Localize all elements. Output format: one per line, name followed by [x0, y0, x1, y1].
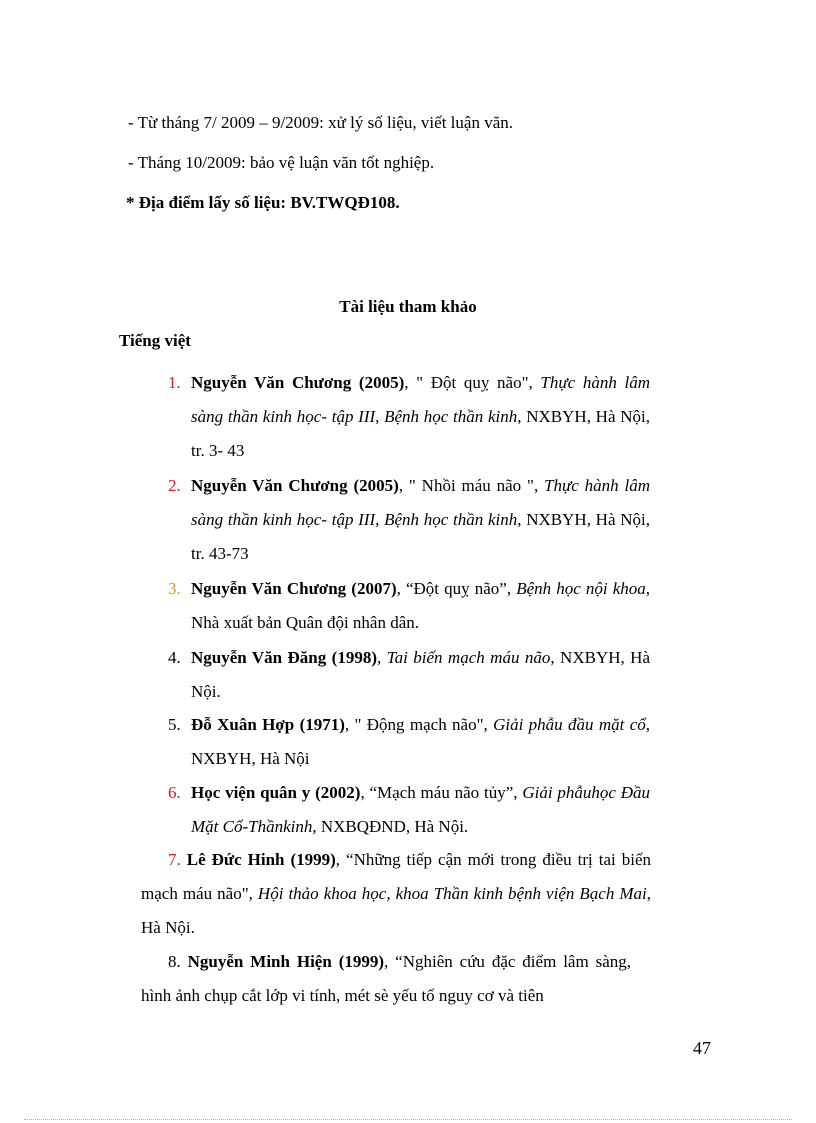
reference-publisher: , Nhà xuất bản Quân đội nhân dân. [191, 579, 651, 632]
reference-number: 6. [168, 783, 181, 802]
reference-number: 3. [168, 579, 181, 598]
reference-source: Giải phẫuhọc Đầu Mặt Cổ-Thầnkinh, [191, 783, 650, 836]
reference-source: Bệnh học nội khoa [516, 579, 646, 598]
reference-number: 5. [168, 715, 181, 734]
reference-text: , " Động mạch não", [344, 715, 494, 734]
reference-source: Hội thảo khoa học, khoa Thần kinh bệnh viện Bạch Mai [257, 884, 647, 903]
reference-author: Nguyễn Văn Đăng (1998) [191, 648, 377, 667]
reference-publisher: NXBQĐND, Hà Nội. [316, 817, 469, 836]
reference-author: Nguyễn Văn Chương (2005) [191, 373, 405, 392]
reference-item [168, 641, 650, 709]
reference-author: Nguyễn Minh Hiện (1999) [187, 952, 385, 971]
reference-text: , " Đột quỵ não", [404, 373, 541, 392]
reference-author: Học viện quân y (2002) [191, 783, 361, 802]
reference-text: , “Mạch máu não tủy”, [360, 783, 523, 802]
reference-item [168, 708, 650, 776]
reference-number: 2. [168, 476, 181, 495]
reference-text: , “Đột quỵ não”, [396, 579, 517, 598]
reference-publisher: , NXBYH, Hà Nội, tr. 3- 43 [191, 407, 650, 460]
reference-source: Giải phẫu đầu mặt cổ [493, 715, 646, 734]
reference-number: 7. [168, 850, 181, 869]
reference-author: Đỗ Xuân Hợp (1971) [191, 715, 345, 734]
reference-source: Tai biến mạch máu não [386, 648, 551, 667]
reference-item [168, 366, 650, 468]
reference-number: 8. [168, 952, 181, 971]
reference-item [168, 776, 650, 844]
reference-publisher: , NXBYH, Hà Nội. [191, 648, 650, 701]
reference-text: , “Những tiếp cận mới trong điều trị tai biến mạch máu não", [141, 850, 652, 903]
reference-number: 1. [168, 373, 181, 392]
reference-item [168, 469, 650, 571]
data-location: * Địa điểm lấy số liệu: BV.TWQĐ108. [126, 193, 400, 212]
reference-publisher: , NXBYH, Hà Nội, tr. 43-73 [191, 510, 650, 563]
reference-author: Lê Đức Hinh (1999) [186, 850, 336, 869]
reference-item [141, 945, 631, 1013]
reference-text: , " Nhồi máu não ", [398, 476, 545, 495]
reference-publisher: , Hà Nội. [141, 884, 651, 937]
reference-source: Thực hành lâm sàng thần kinh học- tập III, Bệnh học thần kinh [191, 476, 650, 529]
reference-author: Nguyễn Văn Chương (2007) [191, 579, 397, 598]
reference-text: , “Nghiên cứu đặc điểm lâm sàng, hình ảnh chụp cắt lớp vi tính, mét sè yếu tố nguy cơ và tiên [141, 952, 631, 1005]
page-bottom-border [24, 1119, 792, 1120]
reference-text: , [377, 648, 387, 667]
schedule-line-2: - Tháng 10/2009: bảo vệ luận văn tốt nghiệp. [128, 153, 435, 172]
section-title: Tiếng việt [119, 331, 191, 350]
references-title: Tài liệu tham khảo [339, 297, 477, 316]
schedule-line-1: - Từ tháng 7/ 2009 – 9/2009: xử lý số liệu, viết luận văn. [128, 113, 513, 132]
reference-publisher: , NXBYH, Hà Nội [191, 715, 650, 768]
reference-source: Thực hành lâm sàng thần kinh học- tập III, Bệnh học thần kinh [191, 373, 650, 426]
reference-item [141, 843, 651, 945]
reference-number: 4. [168, 648, 181, 667]
page-number: 47 [693, 1038, 711, 1058]
reference-item [168, 572, 650, 640]
reference-author: Nguyễn Văn Chương (2005) [191, 476, 399, 495]
